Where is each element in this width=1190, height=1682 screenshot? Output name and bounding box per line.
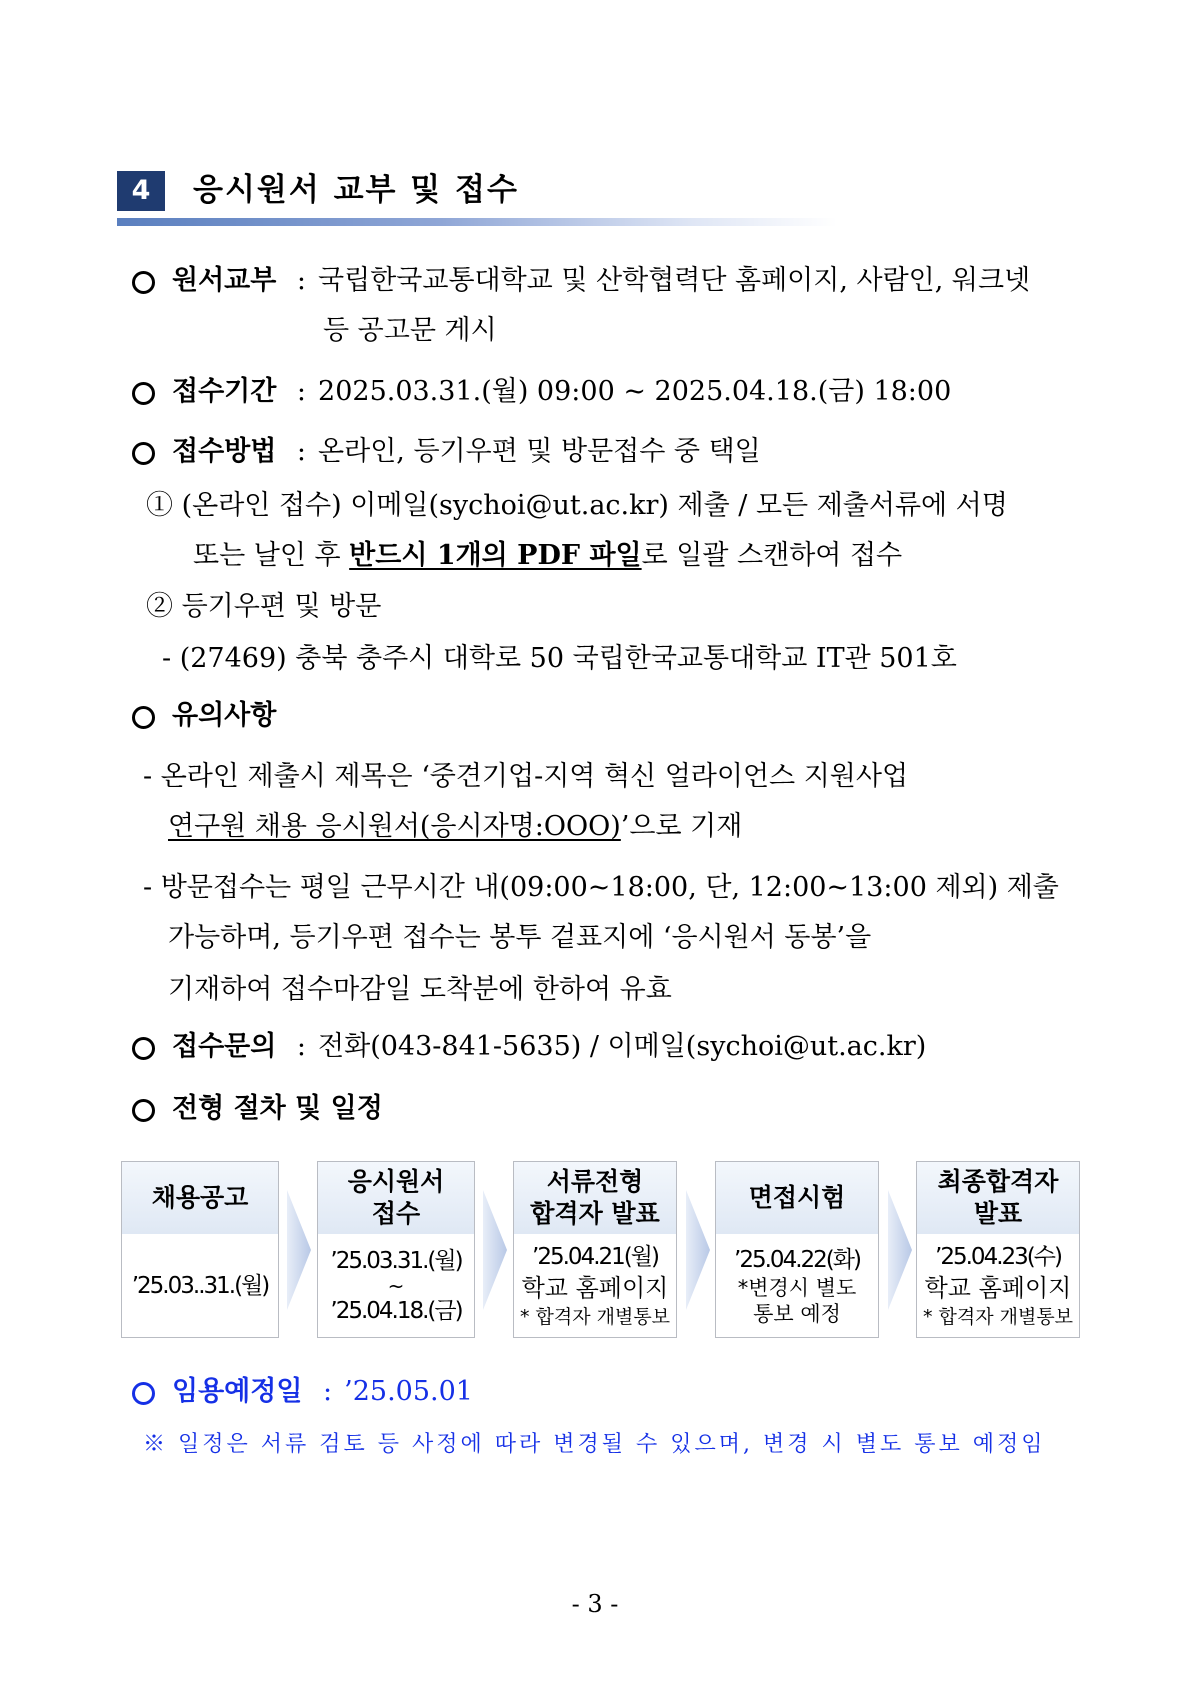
distribution-line1: 국립한국교통대학교 및 산학협력단 홈페이지, 사람인, 워크넷 xyxy=(318,265,1031,296)
flow-step-title xyxy=(318,1162,474,1234)
period-colon: : xyxy=(296,376,307,407)
flow-step-announcement xyxy=(121,1161,279,1338)
distribution-colon: : xyxy=(296,265,307,296)
flow-step-sub: 학교 홈페이지 xyxy=(521,1273,669,1302)
flow-step-document-screening xyxy=(513,1161,677,1338)
section-title: 응시원서 교부 및 접수 xyxy=(193,172,519,208)
inquiry-row xyxy=(172,1029,926,1065)
inquiry-label: 접수문의 xyxy=(172,1031,277,1062)
circle-bullet-icon xyxy=(132,1037,155,1060)
notes-row xyxy=(172,698,276,734)
distribution-label: 원서교부 xyxy=(172,265,277,296)
flow-step-note1: *변경시 별도 xyxy=(737,1275,857,1300)
flow-arrow-icon xyxy=(682,1190,712,1310)
flow-step-title xyxy=(122,1162,278,1234)
method-mail-line: ② 등기우편 및 방문 xyxy=(146,591,382,622)
section-underline xyxy=(117,218,837,226)
flow-step-title-l2: 발표 xyxy=(973,1199,1023,1228)
flow-step-body xyxy=(514,1234,676,1337)
page-number: - 3 - xyxy=(571,1590,619,1618)
flow-step-title-l1: 응시원서 xyxy=(347,1167,445,1196)
method-row xyxy=(172,434,761,470)
flow-step-body xyxy=(716,1234,878,1337)
notes-item2-line2: 가능하며, 등기우편 접수는 봉투 겉표지에 ‘응시원서 동봉’을 xyxy=(168,922,872,953)
flow-step-tilde: ~ xyxy=(387,1273,405,1298)
circle-bullet-icon xyxy=(132,1382,155,1405)
period-text: 2025.03.31.(월) 09:00 ~ 2025.04.18.(금) 18:00 xyxy=(318,376,952,407)
section-number: 4 xyxy=(117,171,165,211)
flow-step-title-text: 면접시험 xyxy=(748,1183,846,1212)
period-row xyxy=(172,374,951,410)
appointment-colon: : xyxy=(323,1376,333,1407)
flow-step-title xyxy=(917,1162,1079,1234)
flow-step-sub: 학교 홈페이지 xyxy=(924,1273,1072,1302)
flow-step-note: * 합격자 개별통보 xyxy=(922,1305,1074,1328)
flow-step-title-l1: 최종합격자 xyxy=(937,1167,1059,1196)
inquiry-text: 전화(043-841-5635) / 이메일(sychoi@ut.ac.kr) xyxy=(318,1031,927,1062)
notes-item1-post: ’으로 기재 xyxy=(620,811,743,842)
circle-bullet-icon xyxy=(132,271,155,294)
schedule-label: 전형 절차 및 일정 xyxy=(172,1093,383,1124)
flow-step-date-start: ’25.03.31.(월) xyxy=(330,1247,462,1274)
method-online-emphasis: 반드시 1개의 PDF 파일 xyxy=(349,540,642,571)
method-colon: : xyxy=(296,436,307,467)
flow-step-body xyxy=(122,1234,278,1337)
notes-item1-title: 연구원 채용 응시원서(응시자명:OOO) xyxy=(168,811,621,842)
flow-step-title-l1: 서류전형 xyxy=(546,1167,644,1196)
flow-step-date: ’25.03..31.(월) xyxy=(131,1272,269,1299)
flow-step-date: ’25.04.23(수) xyxy=(935,1243,1061,1270)
flow-arrow-icon xyxy=(283,1190,313,1310)
method-online-post: 로 일괄 스캔하여 접수 xyxy=(641,540,903,571)
flow-step-title-l2: 접수 xyxy=(371,1199,421,1228)
notes-label: 유의사항 xyxy=(172,700,277,731)
flow-step-title-text: 채용공고 xyxy=(151,1183,249,1212)
notes-item2-line3: 기재하여 접수마감일 도착분에 한하여 유효 xyxy=(168,974,672,1005)
flow-step-body xyxy=(318,1234,474,1337)
flow-step-date: ’25.04.21(월) xyxy=(532,1243,658,1270)
method-online-line1: ① (온라인 접수) 이메일(sychoi@ut.ac.kr) 제출 / 모든 제출서류에 서명 xyxy=(146,490,1008,521)
method-label: 접수방법 xyxy=(172,436,277,467)
flow-arrow-icon xyxy=(479,1190,509,1310)
schedule-footnote: ※ 일정은 서류 검토 등 사정에 따라 변경될 수 있으며, 변경 시 별도 통보 예정임 xyxy=(143,1432,1046,1457)
flow-step-application xyxy=(317,1161,475,1338)
flow-step-date: ’25.04.22(화) xyxy=(734,1246,860,1273)
period-label: 접수기간 xyxy=(172,376,277,407)
method-online-pre: 또는 날인 후 xyxy=(193,540,350,571)
appointment-date: ’25.05.01 xyxy=(344,1376,473,1407)
flow-step-final-result xyxy=(916,1161,1080,1338)
distribution-row xyxy=(172,263,1030,299)
schedule-row xyxy=(172,1091,383,1127)
flow-step-date-end: ’25.04.18.(금) xyxy=(330,1297,462,1324)
circle-bullet-icon xyxy=(132,382,155,405)
method-text: 온라인, 등기우편 및 방문접수 중 택일 xyxy=(318,436,761,467)
method-address: - (27469) 충북 충주시 대학로 50 국립한국교통대학교 IT관 501호 xyxy=(162,643,957,674)
circle-bullet-icon xyxy=(132,442,155,465)
flow-step-interview xyxy=(715,1161,879,1338)
appointment-label: 임용예정일 xyxy=(172,1376,303,1407)
distribution-line2: 등 공고문 게시 xyxy=(323,315,497,346)
flow-arrow-icon xyxy=(884,1190,914,1310)
circle-bullet-icon xyxy=(132,1099,155,1122)
method-online-line2 xyxy=(193,538,902,574)
notes-item2-line1: - 방문접수는 평일 근무시간 내(09:00~18:00, 단, 12:00~13:00 제외) 제출 xyxy=(143,872,1059,903)
notes-item1-line1: - 온라인 제출시 제목은 ‘중견기업-지역 혁신 얼라이언스 지원사업 xyxy=(143,761,909,792)
inquiry-colon: : xyxy=(296,1031,307,1062)
flow-step-title xyxy=(514,1162,676,1234)
flow-step-note2: 통보 예정 xyxy=(753,1301,841,1326)
flow-step-note: * 합격자 개별통보 xyxy=(519,1305,671,1328)
flow-step-title xyxy=(716,1162,878,1234)
circle-bullet-icon xyxy=(132,706,155,729)
flow-step-title-l2: 합격자 발표 xyxy=(530,1199,660,1228)
appointment-row xyxy=(172,1374,473,1410)
flow-step-body xyxy=(917,1234,1079,1337)
notes-item1-line2 xyxy=(168,809,742,845)
